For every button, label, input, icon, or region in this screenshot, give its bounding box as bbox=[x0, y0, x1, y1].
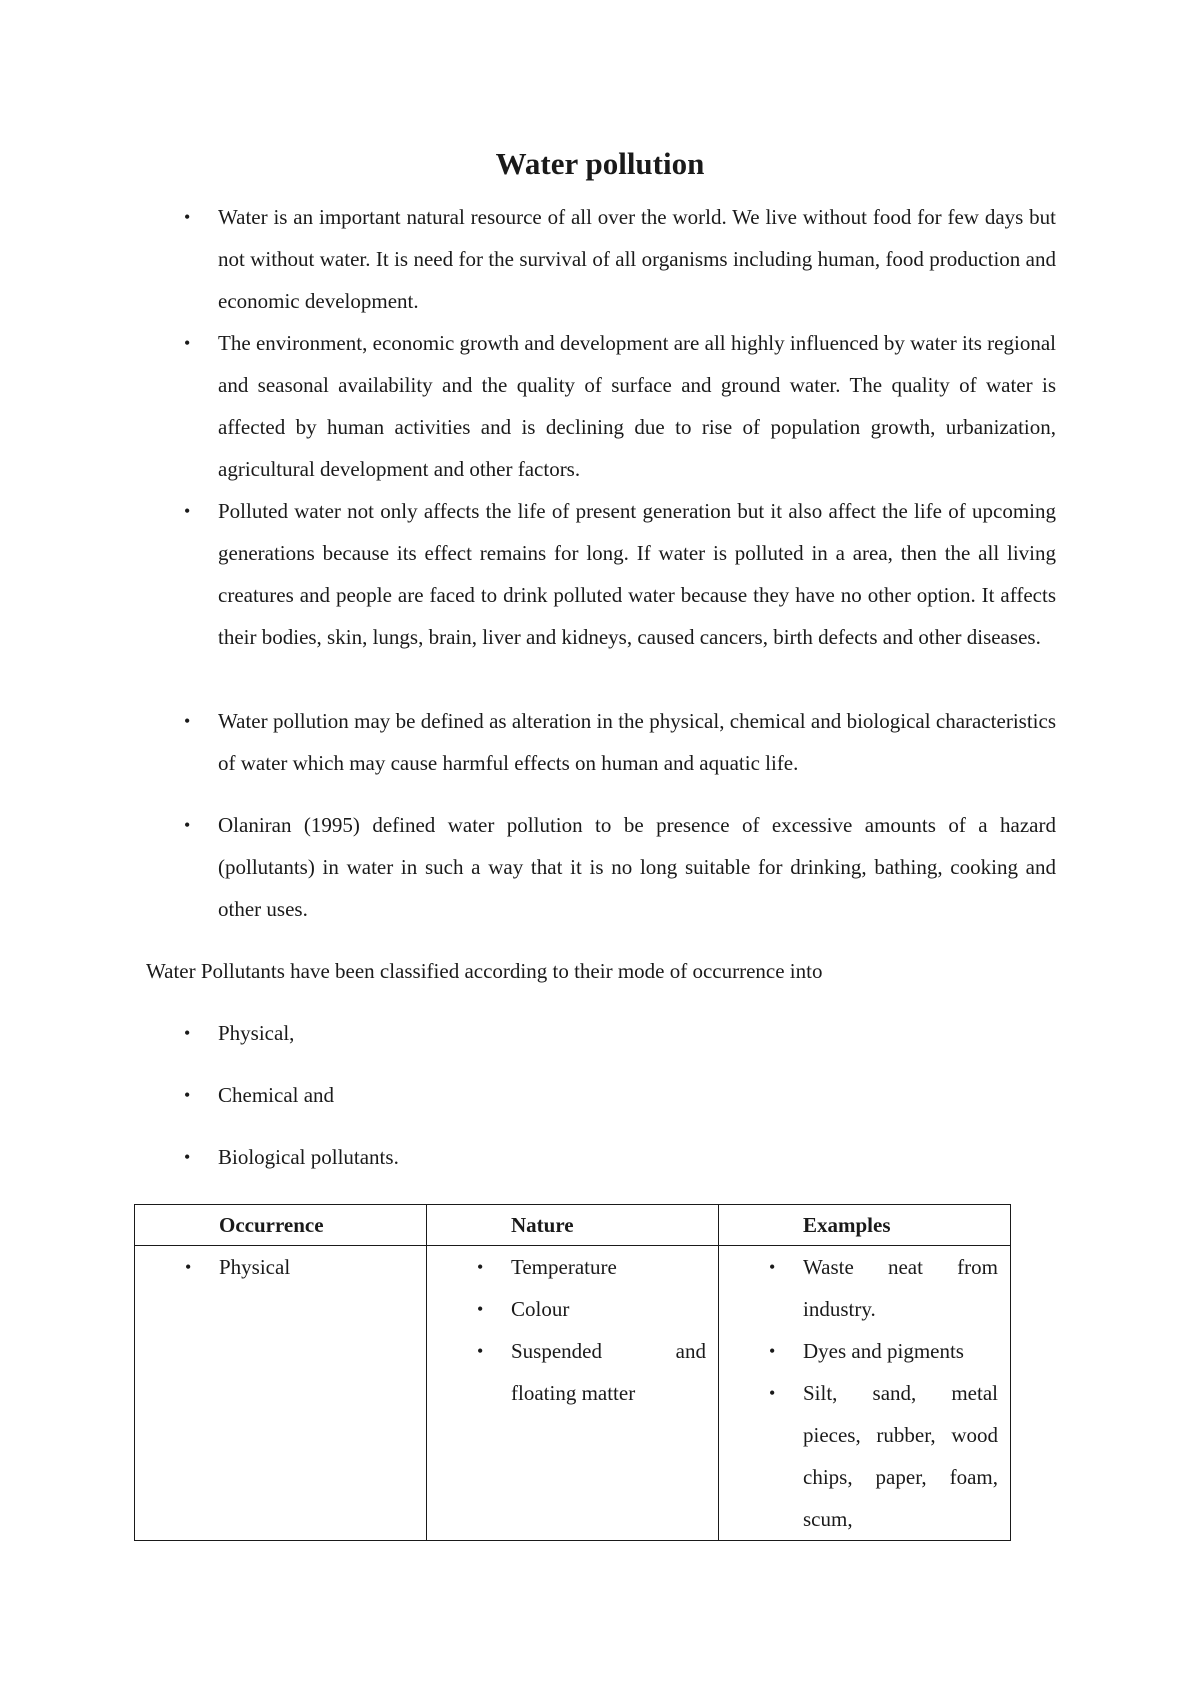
bullet-item: • The environment, economic growth and development are all highly influenced by water its regional and seasonal availability and the quality of surface and ground water. The quality of water is affected by human activities and is declining due to rise of population growth, urbanization, agricultural development and other factors. bbox=[218, 322, 1056, 490]
page-title: Water pollution bbox=[495, 146, 705, 181]
cell-bullet: • Physical bbox=[219, 1246, 414, 1288]
cell-bullet: • Colour bbox=[511, 1288, 706, 1330]
nature-cell bbox=[427, 1246, 719, 1541]
header-examples: Examples bbox=[719, 1205, 1011, 1246]
header-nature: Nature bbox=[427, 1205, 719, 1246]
table-header-row bbox=[135, 1205, 1011, 1246]
bullet-item: • Water pollution may be defined as alteration in the physical, chemical and biological characteristics of water which may cause harmful effects on human and aquatic life. bbox=[218, 700, 1056, 784]
class-item: • Physical, bbox=[218, 1012, 1056, 1054]
class-item: • Chemical and bbox=[218, 1074, 1056, 1116]
cell-bullet: • Suspended and floating matter bbox=[511, 1330, 706, 1414]
pollutants-table bbox=[134, 1204, 1011, 1541]
cell-bullet: • Waste neat from industry. bbox=[803, 1246, 998, 1330]
class-item: • Biological pollutants. bbox=[218, 1136, 1056, 1178]
bullet-item: • Olaniran (1995) defined water pollution to be presence of excessive amounts of a hazard (pollutants) in water in such a way that it is no long suitable for drinking, bathing, cooking and other uses. bbox=[218, 804, 1056, 930]
cell-bullet: • Dyes and pigments bbox=[803, 1330, 998, 1372]
header-occurrence: Occurrence bbox=[135, 1205, 427, 1246]
classification-intro: Water Pollutants have been classified according to their mode of occurrence into bbox=[146, 959, 823, 983]
occurrence-cell bbox=[135, 1246, 427, 1541]
cell-bullet: • Temperature bbox=[511, 1246, 706, 1288]
bullet-item: • Water is an important natural resource of all over the world. We live without food for few days but not without water. It is need for the survival of all organisms including human, food production and economic development. bbox=[218, 196, 1056, 322]
table-row bbox=[135, 1246, 1011, 1541]
cell-bullet: • Silt, sand, metal pieces, rubber, wood chips, paper, foam, scum, bbox=[803, 1372, 998, 1540]
bullet-item: • Polluted water not only affects the life of present generation but it also affect the life of upcoming generations because its effect remains for long. If water is polluted in a area, then the all living creatures and people are faced to drink polluted water because they have no other option. It affects their bodies, skin, lungs, brain, liver and kidneys, caused cancers, birth defects and other diseases. bbox=[218, 490, 1056, 658]
examples-cell bbox=[719, 1246, 1011, 1541]
